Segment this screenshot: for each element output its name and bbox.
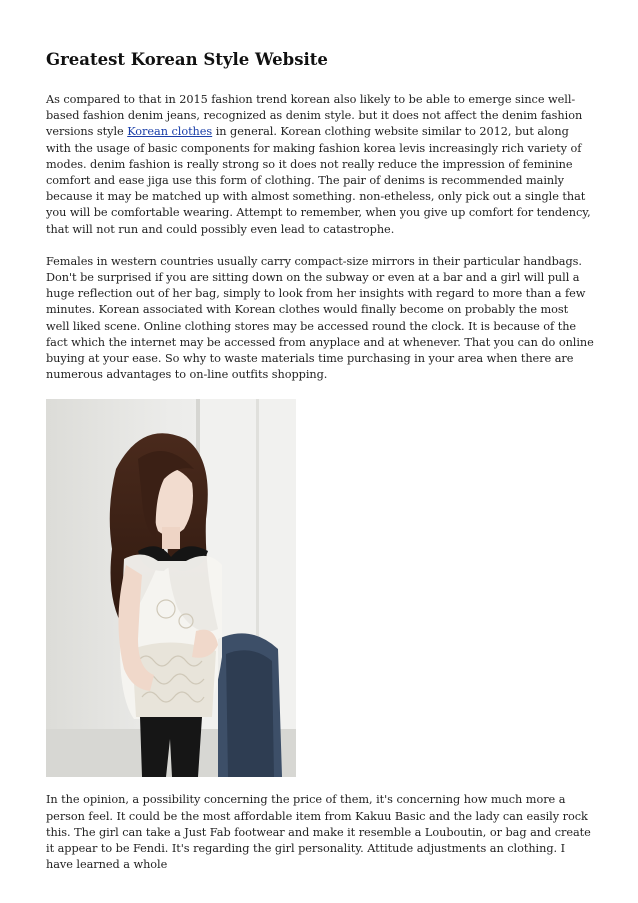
paragraph-1 (46, 92, 594, 238)
paragraph-2: Females in western countries usually carry compact-size mirrors in their particular handbags. Don't be surprised if you are sitting down on the subway or even at a bar and a girl will pull a huge reflection out of her bag, simply to look from her insights with regard to more than a few minutes. Korean associated with Korean clothes would finally become on probably the most well liked scene. Online clothing stores may be accessed round the clock. It is because of the fact which the internet may be accessed from anyplace and at whenever. That you can do online buying at your ease. So why to waste materials time purchasing in your area when there are numerous advantages to on-line outfits shopping. (46, 254, 594, 382)
page-title: Greatest Korean Style Website (46, 50, 328, 69)
korean-clothes-link[interactable]: Korean clothes (127, 125, 213, 139)
paragraph-1-text-end: in general. Korean clothing website similar to 2012, but along with the usage of basic components for making fashion korea levis increasingly rich variety of modes. denim fashion is really strong so it does not really reduce the impression of feminine comfort and ease jiga use this form of clothing. The pair of denims is recommended mainly because it may be matched up with almost something. non-etheless, only pick out a single that you will be comfortable wearing. Attempt to remember, when you give up comfort for tendency, that will not run and could possibly even lead to catastrophe. (46, 125, 591, 236)
fashion-photo (46, 399, 296, 777)
paragraph-3: In the opinion, a possibility concerning the price of them, it's concerning how much more a person feel. It could be the most affordable item from Kakuu Basic and the lady can easily rock this. The girl can take a Just Fab footwear and make it resemble a Louboutin, or bag and create it appear to be Fendi. It's regarding the girl personality. Attitude adjustments an clothing. I have learned a whole (46, 793, 591, 872)
document-page (46, 48, 594, 889)
fashion-photo-illustration (46, 399, 296, 777)
paragraph-1-text-start: As compared to that in 2015 fashion trend korean also likely to be able to emerge since well-based fashion denim jeans, recognized as denim style. but it does not affect the denim fashion versions style (46, 93, 583, 139)
